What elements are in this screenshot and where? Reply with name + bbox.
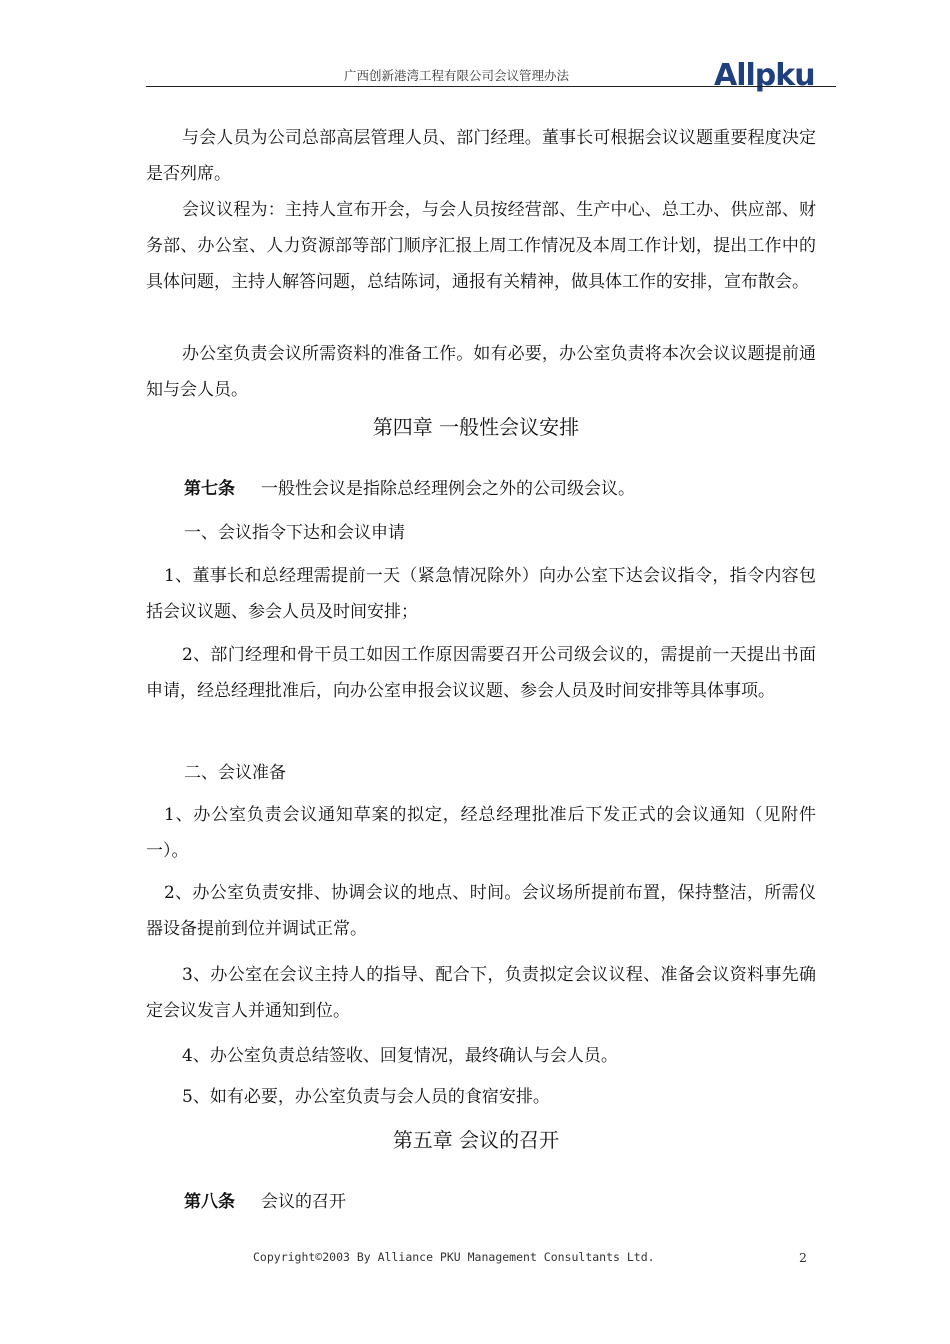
article-7-text: 一般性会议是指除总经理例会之外的公司级会议。 bbox=[261, 479, 635, 499]
article-7-label: 第七条 bbox=[184, 479, 235, 499]
article-8-text: 会议的召开 bbox=[261, 1192, 346, 1212]
page-number: 2 bbox=[799, 1250, 807, 1265]
company-logo bbox=[714, 56, 829, 96]
paragraph-attendees: 与会人员为公司总部高层管理人员、部门经理。董事长可根据会议议题重要程度决定是否列席。 bbox=[146, 128, 816, 184]
header-rule bbox=[146, 86, 836, 87]
article-8-label: 第八条 bbox=[184, 1192, 235, 1212]
footer-copyright: Copyright©2003 By Alliance PKU Management Consultants Ltd. bbox=[253, 1250, 655, 1264]
preparation-item-3: 3、办公室在会议主持人的指导、配合下，负责拟定会议议程、准备会议资料事先确定会议发言人并通知到位。 bbox=[146, 965, 816, 1021]
preparation-item-2: 2、办公室负责安排、协调会议的地点、时间。会议场所提前布置，保持整洁，所需仪器设备提前到位并调试正常。 bbox=[146, 883, 816, 939]
chapter-4-title: 第四章 一般性会议安排 bbox=[372, 415, 580, 439]
header-title: 广西创新港湾工程有限公司会议管理办法 bbox=[344, 68, 570, 83]
article-7 bbox=[184, 471, 814, 507]
article-8 bbox=[184, 1184, 814, 1220]
section-directive-heading: 一、会议指令下达和会议申请 bbox=[184, 523, 405, 543]
directive-item-2: 2、部门经理和骨干员工如因工作原因需要召开公司级会议的，需提前一天提出书面申请，经总经理批准后，向办公室申报会议议题、参会人员及时间安排等具体事项。 bbox=[146, 645, 816, 701]
directive-item-1: 1、董事长和总经理需提前一天（紧急情况除外）向办公室下达会议指令，指令内容包括会议议题、参会人员及时间安排； bbox=[146, 566, 816, 622]
paragraph-materials: 办公室负责会议所需资料的准备工作。如有必要，办公室负责将本次会议议题提前通知与会人员。 bbox=[146, 344, 816, 400]
chapter-5-title: 第五章 会议的召开 bbox=[392, 1128, 560, 1152]
svg-text:Allpku: Allpku bbox=[714, 58, 815, 93]
paragraph-agenda: 会议议程为：主持人宣布开会，与会人员按经营部、生产中心、总工办、供应部、财务部、办公室、人力资源部等部门顺序汇报上周工作情况及本周工作计划，提出工作中的具体问题，主持人解答问题，总结陈词，通报有关精神，做具体工作的安排，宣布散会。 bbox=[146, 200, 816, 292]
section-preparation-heading: 二、会议准备 bbox=[184, 763, 286, 783]
preparation-item-5: 5、如有必要，办公室负责与会人员的食宿安排。 bbox=[182, 1087, 550, 1107]
preparation-item-1: 1、办公室负责会议通知草案的拟定，经总经理批准后下发正式的会议通知（见附件一）。 bbox=[146, 805, 816, 861]
preparation-item-4: 4、办公室负责总结签收、回复情况，最终确认与会人员。 bbox=[182, 1046, 618, 1066]
